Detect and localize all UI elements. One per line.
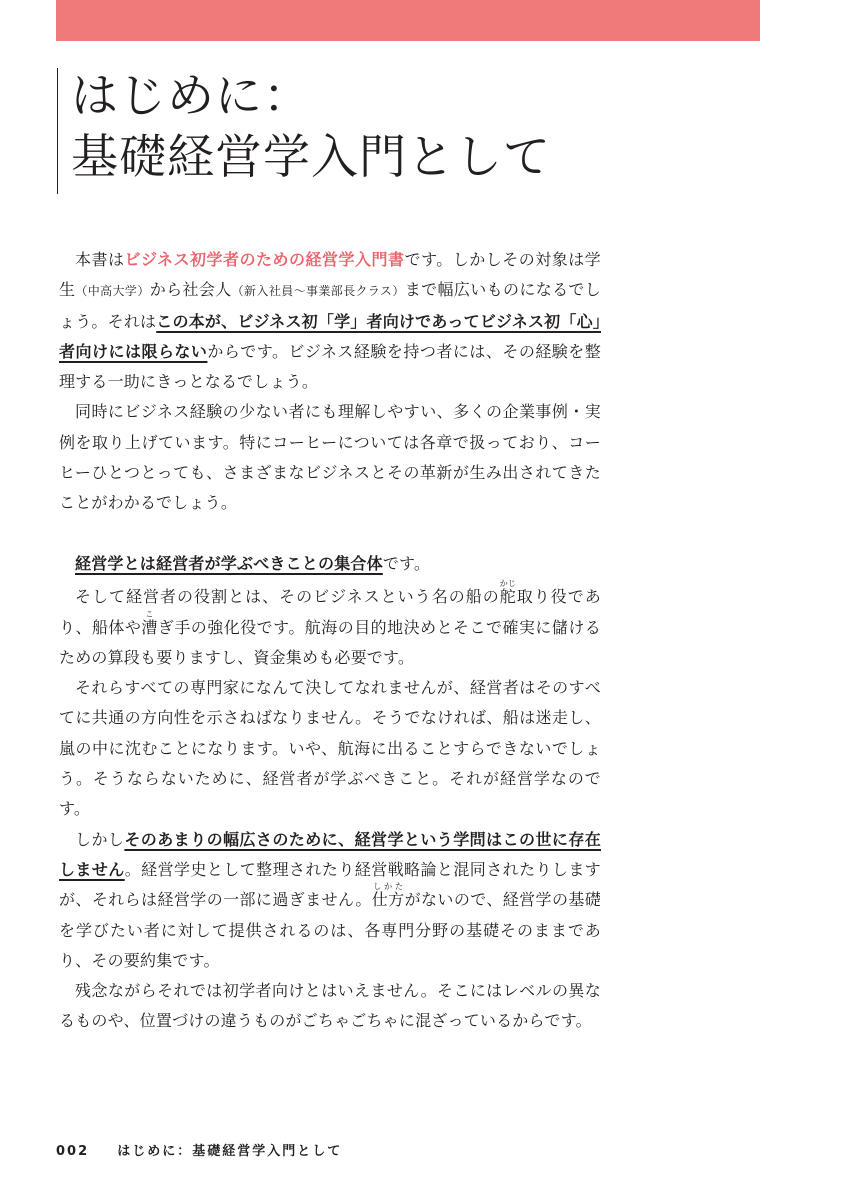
paragraph-7: 残念ながらそれでは初学者向けとはいえません。そこにはレベルの異なるものや、位置づけの違うものがごちゃごちゃに混ざっているからです。 xyxy=(59,981,601,1031)
text-run: ぎ手の強化役です。航海の目的地決めとそこで確実に儲けるための算段も要りますし、資金集めも必要です。 xyxy=(59,617,601,667)
text-run: です。しかしその対象は学生 xyxy=(59,250,601,300)
paragraph-1 xyxy=(59,245,601,397)
text-run: です。 xyxy=(382,553,431,573)
body-text xyxy=(59,245,601,1037)
ruby-shikata xyxy=(371,882,405,910)
paragraph-spacer xyxy=(59,519,601,549)
ruby-text: こ xyxy=(141,609,158,619)
text-run: 本書は xyxy=(75,250,125,269)
paragraph-3 xyxy=(59,549,601,579)
paragraph-2: 同時にビジネス経験の少ない者にも理解しやすい、多くの企業事例・実例を取り上げています。特にコーヒーについては各章で扱っており、コーヒーひとつとっても、さまざまなビジネスとその革新が生み出されてきたことがわかるでしょう。 xyxy=(59,402,601,513)
running-title: はじめに：基礎経営学入門として xyxy=(117,1144,343,1159)
parenthetical-note: （新入社員〜事業部長クラス） xyxy=(231,284,405,299)
ruby-base: 仕方 xyxy=(371,890,405,910)
ruby-text: しかた xyxy=(371,882,405,892)
text-run: まで幅広いものになるでしょう。それは xyxy=(59,280,601,331)
parenthetical-note: （中高大学） xyxy=(75,284,150,299)
page-title xyxy=(71,66,711,188)
text-run: しかし xyxy=(75,829,125,849)
title-rule xyxy=(57,68,58,194)
highlight-pink: ビジネス初学者のための経営学入門書 xyxy=(124,250,405,269)
emphasis-underline: 経営学とは経営者が学ぶべきことの集合体 xyxy=(75,553,383,573)
text-run: がないので、経営学の基礎を学びたい者に対して提供されるのは、各専門分野の基礎そのままであり、その要約集です。 xyxy=(59,890,601,970)
ruby-text: かじ xyxy=(499,579,516,589)
text-run: からです。ビジネス経験を持つ者には、その経験を整理する一助にきっとなるでしょう。 xyxy=(59,341,601,392)
emphasis-underline: この本が、ビジネス初「学」者向けであってビジネス初「心」者向けには限らない xyxy=(59,311,602,361)
header-accent-bar xyxy=(56,0,760,41)
title-line-1: はじめに： xyxy=(71,69,311,124)
text-run: 。経営学史として整理されたり経営戦略論と混同されたりしますが、それらは経営学の一部に過ぎません。 xyxy=(59,859,601,910)
ruby-ko xyxy=(141,609,158,637)
paragraph-4 xyxy=(59,579,601,673)
paragraph-5: それらすべての専門家になんて決してなれませんが、経営者はそのすべてに共通の方向性を示さねばなりません。そうでなければ、船は迷走し、嵐の中に沈むことになります。いや、航海に出ることすらできないでしょう。そうならないために、経営者が学ぶべきこと。それが経営学なのです。 xyxy=(59,678,601,819)
text-run: 取り役であり、船体や xyxy=(59,587,601,637)
title-line-2: 基礎経営学入門として xyxy=(71,130,551,185)
page-footer xyxy=(56,1140,342,1159)
text-run: そして経営者の役割とは、そのビジネスという名の船の xyxy=(75,587,500,607)
paragraph-6 xyxy=(59,825,601,976)
emphasis-underline: そのあまりの幅広さのために、経営学という学問はこの世に存在しません xyxy=(59,829,601,879)
ruby-kaji xyxy=(499,579,517,607)
ruby-base: 漕 xyxy=(141,617,158,637)
ruby-base: 舵 xyxy=(499,587,517,607)
text-run: から社会人 xyxy=(149,280,232,300)
page-number: 002 xyxy=(56,1144,90,1159)
